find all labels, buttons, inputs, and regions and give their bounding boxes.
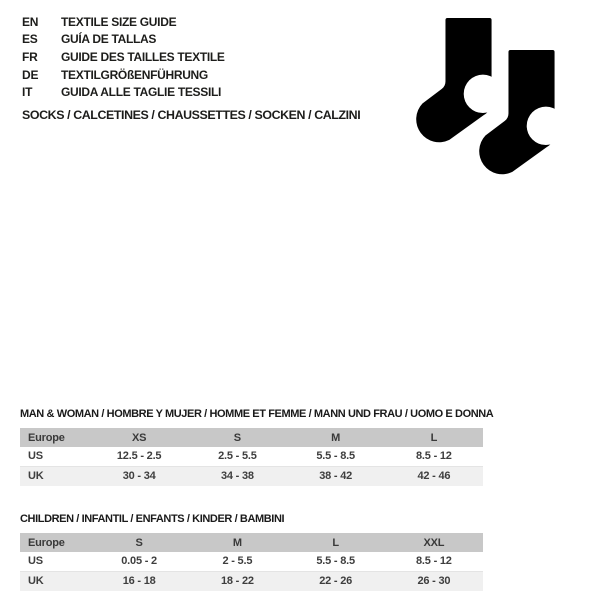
language-code: IT [22, 85, 33, 100]
size-table-section-children [20, 512, 483, 591]
size-cell: 26 - 30 [385, 571, 483, 591]
row-label: UK [20, 466, 90, 486]
size-cell: 8.5 - 12 [385, 447, 483, 466]
language-code: DE [22, 67, 39, 82]
row-label: US [20, 447, 90, 466]
column-header-size: M [188, 533, 286, 552]
size-cell: 0.05 - 2 [90, 552, 188, 571]
column-header-size: S [188, 428, 286, 447]
size-cell: 12.5 - 2.5 [90, 447, 188, 466]
size-cell: 2.5 - 5.5 [188, 447, 286, 466]
column-header-size: L [385, 428, 483, 447]
language-list [22, 13, 225, 101]
table-title-children: CHILDREN / INFANTIL / ENFANTS / KINDER / BAMBINI [20, 513, 285, 525]
product-category-title: SOCKS / CALCETINES / CHAUSSETTES / SOCKEN / CALZINI [22, 108, 361, 122]
language-code: ES [22, 32, 38, 47]
size-table-children [20, 533, 483, 591]
table-row-uk [20, 466, 483, 486]
column-header-size: M [287, 428, 385, 447]
table-row-us [20, 447, 483, 466]
table-header-row [20, 428, 483, 447]
language-row-es [22, 31, 225, 49]
row-label: US [20, 552, 90, 571]
column-header-size: XS [90, 428, 188, 447]
size-cell: 42 - 46 [385, 466, 483, 486]
language-label: GUÍA DE TALLAS [61, 32, 157, 47]
size-table-section-man-woman [20, 407, 494, 486]
size-cell: 22 - 26 [287, 571, 385, 591]
row-label: UK [20, 571, 90, 591]
size-table-man-woman [20, 428, 483, 486]
sock-back [416, 18, 502, 142]
size-cell: 2 - 5.5 [188, 552, 286, 571]
language-row-de [22, 66, 225, 84]
size-cell: 38 - 42 [287, 466, 385, 486]
table-title-man-woman: MAN & WOMAN / HOMBRE Y MUJER / HOMME ET FEMME / MANN UND FRAU / UOMO E DONNA [20, 408, 494, 420]
size-cell: 30 - 34 [90, 466, 188, 486]
language-row-it [22, 83, 225, 101]
socks-icon [395, 5, 575, 185]
table-row-uk [20, 571, 483, 591]
size-cell: 8.5 - 12 [385, 552, 483, 571]
size-cell: 34 - 38 [188, 466, 286, 486]
language-label: GUIDA ALLE TAGLIE TESSILI [61, 85, 222, 100]
sock-front [479, 50, 565, 174]
language-code: FR [22, 49, 38, 64]
language-row-en [22, 13, 225, 31]
language-row-fr [22, 48, 225, 66]
column-header-size: L [287, 533, 385, 552]
size-cell: 16 - 18 [90, 571, 188, 591]
size-cell: 18 - 22 [188, 571, 286, 591]
column-header-region: Europe [20, 533, 90, 552]
size-cell: 5.5 - 8.5 [287, 552, 385, 571]
table-row-us [20, 552, 483, 571]
language-label: GUIDE DES TAILLES TEXTILE [61, 49, 225, 64]
language-label: TEXTILE SIZE GUIDE [61, 14, 177, 29]
language-label: TEXTILGRÖßENFÜHRUNG [61, 67, 208, 82]
column-header-size: S [90, 533, 188, 552]
language-code: EN [22, 14, 39, 29]
column-header-size: XXL [385, 533, 483, 552]
column-header-region: Europe [20, 428, 90, 447]
size-cell: 5.5 - 8.5 [287, 447, 385, 466]
table-header-row [20, 533, 483, 552]
